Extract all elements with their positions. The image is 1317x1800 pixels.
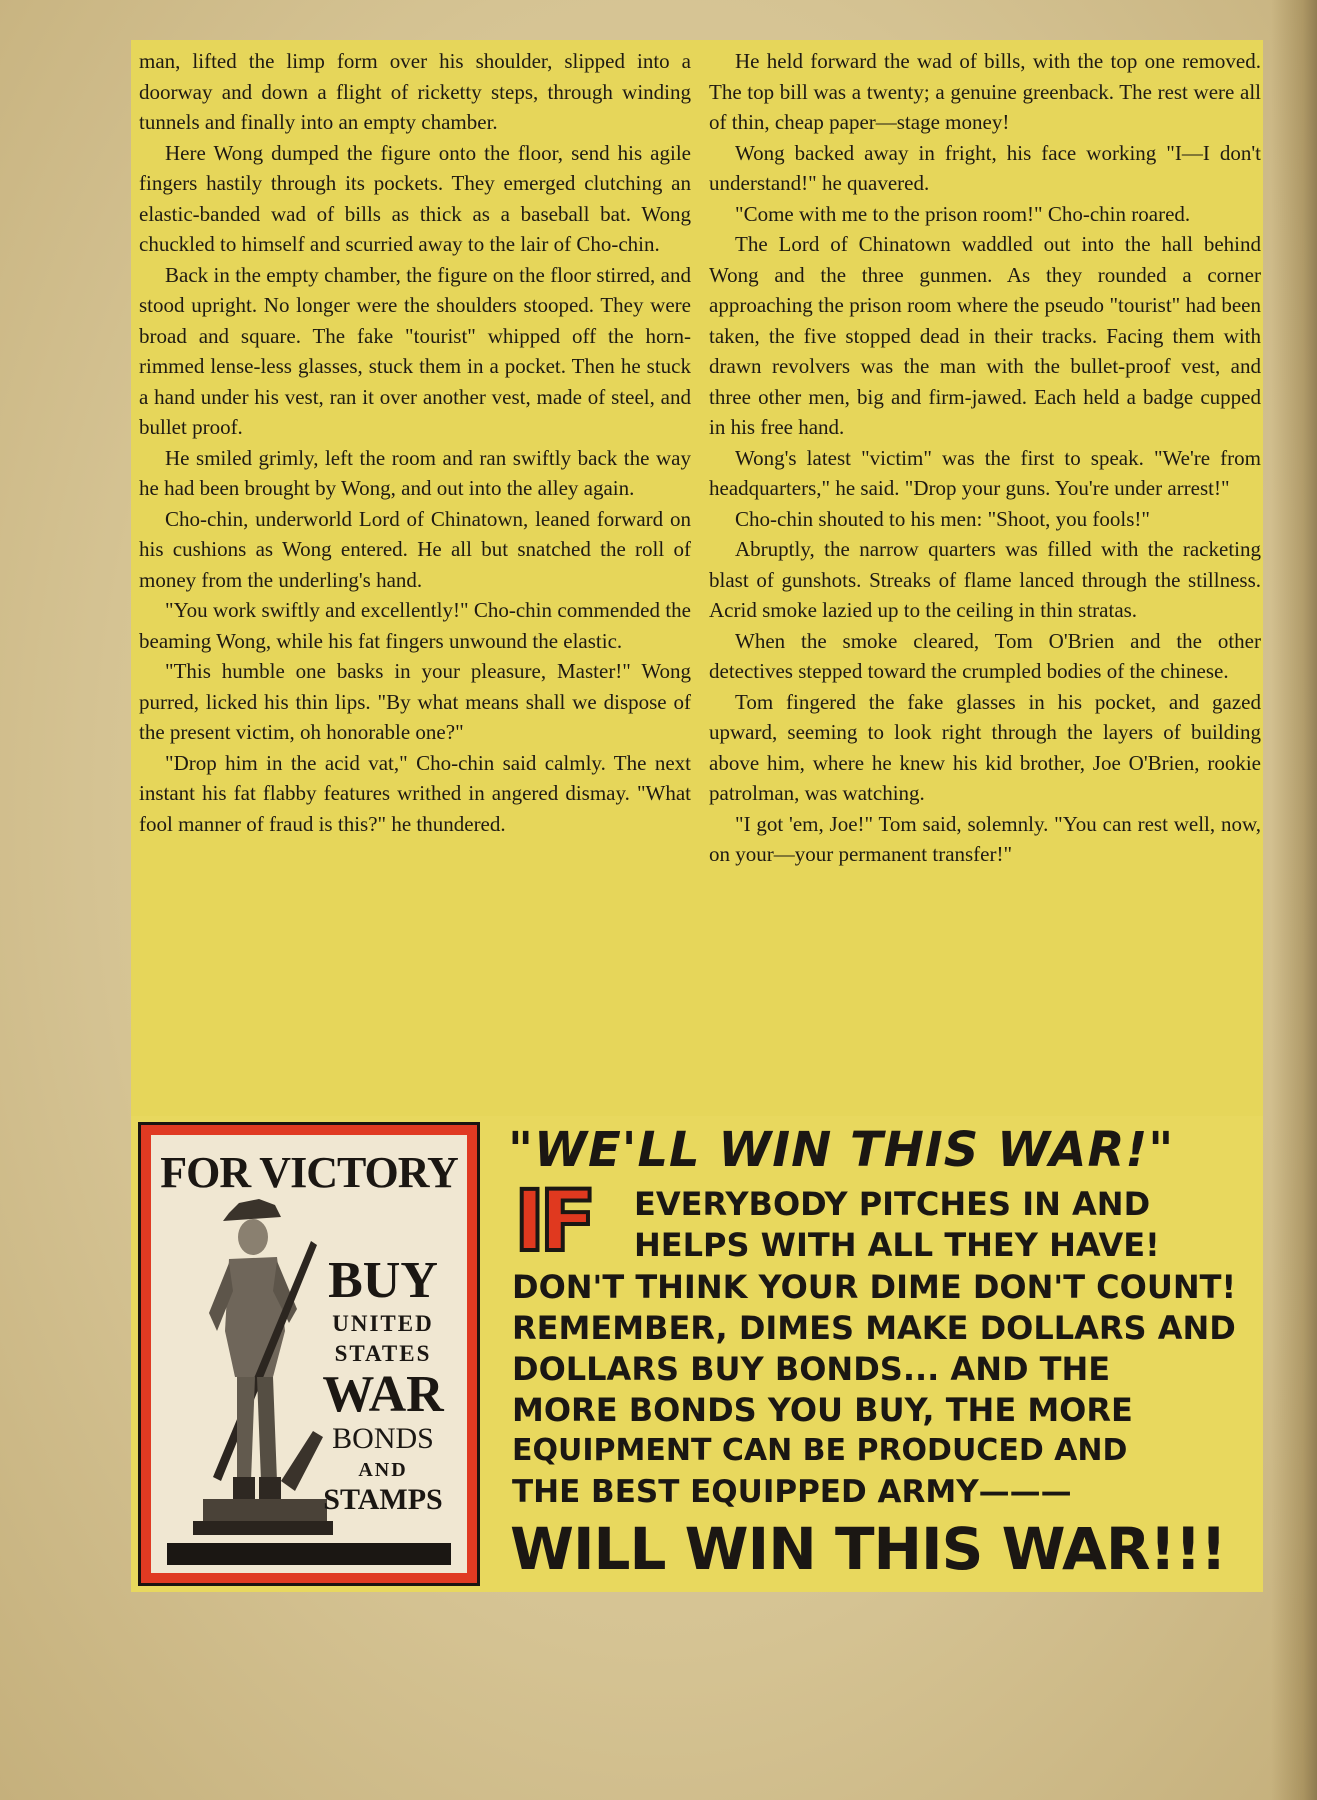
slogan-headline: "WE'LL WIN THIS WAR!" <box>508 1122 1175 1178</box>
slogan-closing-line: WILL WIN THIS WAR!!! <box>510 1515 1226 1583</box>
slogan-line: DOLLARS BUY BONDS... AND THE <box>512 1350 1111 1388</box>
slogan-line: DON'T THINK YOUR DIME DON'T COUNT! <box>512 1268 1237 1306</box>
poster-united: UNITED <box>332 1311 434 1336</box>
story-paragraph: "This humble one basks in your pleasure, Master!" Wong purred, licked his thin lips. "By what means shall we dispose of the present victim, oh honorable one?" <box>139 659 691 744</box>
poster-states: STATES <box>334 1341 432 1366</box>
poster-red-border <box>141 1125 477 1583</box>
story-paragraph: Cho-chin, underworld Lord of Chinatown, leaned forward on his cushions as Wong entered. He all but snatched the roll of money from the underling's hand. <box>139 506 691 592</box>
story-paragraph: Wong's latest "victim" was the first to speak. "We're from headquarters," he said. "Drop your guns. You're under arrest!" <box>709 445 1261 500</box>
story-paragraph: Tom fingered the fake glasses in his pocket, and gazed upward, seeming to look right through the layers of building above him, where he knew his kid brother, Joe O'Brien, rookie patrolman, was watching. <box>709 689 1261 805</box>
story-paragraph: Wong backed away in fright, his face working "I—I don't understand!" he quavered. <box>709 140 1261 195</box>
story-paragraph: Back in the empty chamber, the figure on the floor stirred, and stood upright. No longer were the shoulders stooped. They were broad and square. The fake "tourist" whipped off the horn-rimmed lense-less glasses, stuck them in a pocket. Then he stuck a hand under his vest, ran it over another vest, made of steel, and bullet proof. <box>139 262 691 439</box>
poster-stamps: STAMPS <box>323 1483 443 1516</box>
story-paragraph: Cho-chin shouted to his men: "Shoot, you fools!" <box>735 506 1150 531</box>
slogan-box <box>490 1118 1260 1588</box>
story-column-left <box>139 46 691 839</box>
slogan-line: REMEMBER, DIMES MAKE DOLLARS AND <box>512 1309 1236 1347</box>
slogan-line: EVERYBODY PITCHES IN AND <box>634 1185 1151 1223</box>
story-paragraph: He held forward the wad of bills, with the top one removed. The top bill was a twenty; a genuine greenback. The rest were all of thin, cheap paper—stage money! <box>709 49 1261 134</box>
slogan-line: MORE BONDS YOU BUY, THE MORE <box>512 1391 1133 1429</box>
poster-title: FOR VICTORY <box>160 1148 458 1197</box>
poster-war: WAR <box>322 1366 444 1423</box>
story-paragraph: "I got 'em, Joe!" Tom said, solemnly. "You can rest well, now, on your—your permanent transfer!" <box>709 811 1261 866</box>
slogan-initial: IF <box>514 1172 591 1270</box>
story-paragraph: The Lord of Chinatown waddled out into the hall behind Wong and the three gunmen. As they rounded a corner approaching the prison room where the pseudo "tourist" had been taken, the five stopped dead in their tracks. Facing them with drawn revolvers was the man with the bullet-proof vest, and three other men, big and firm-jawed. Each held a badge cupped in his free hand. <box>709 232 1261 439</box>
poster-bonds: BONDS <box>332 1422 434 1455</box>
poster-base-bar <box>167 1543 451 1565</box>
poster-buy: BUY <box>328 1252 438 1309</box>
story-paragraph: Here Wong dumped the figure onto the floor, send his agile fingers hastily through its pockets. They emerged clutching an elastic-banded wad of bills as thick as a baseball bat. Wong chuckled to himself and scurried away to the lair of Cho-chin. <box>139 140 691 256</box>
story-paragraph: He smiled grimly, left the room and ran swiftly back the way he had been brought by Wong, and out into the alley again. <box>139 445 691 500</box>
story-paragraph: "You work swiftly and excellently!" Cho-chin commended the beaming Wong, while his fat fingers unwound the elastic. <box>139 598 691 653</box>
poster-and: AND <box>358 1459 408 1481</box>
spine-shadow <box>1271 0 1317 1800</box>
war-bonds-poster <box>138 1122 480 1586</box>
story-paragraph: "Drop him in the acid vat," Cho-chin said calmly. The next instant his fat flabby features writhed in angered dismay. "What fool manner of fraud is this?" he thundered. <box>139 750 691 836</box>
poster-panel <box>151 1135 467 1573</box>
story-paragraph: When the smoke cleared, Tom O'Brien and the other detectives stepped toward the crumpled bodies of the chinese. <box>709 628 1261 683</box>
slogan-line: HELPS WITH ALL THEY HAVE! <box>634 1226 1160 1264</box>
poster-words <box>303 1253 463 1517</box>
story-paragraph: man, lifted the limp form over his shoulder, slipped into a doorway and down a flight of ricketty steps, through winding tunnels and finally into an empty chamber. <box>139 49 691 134</box>
story-paragraph: Abruptly, the narrow quarters was filled with the racketing blast of gunshots. Streaks of flame lanced through the stillness. Acrid smoke lazied up to the ceiling in thin stratas. <box>709 537 1261 622</box>
story-paragraph: "Come with me to the prison room!" Cho-chin roared. <box>735 201 1191 226</box>
slogan-line: EQUIPMENT CAN BE PRODUCED AND <box>512 1433 1128 1468</box>
story-column-right <box>709 46 1261 870</box>
slogan-line: THE BEST EQUIPPED ARMY——— <box>512 1474 1072 1510</box>
story-text-panel <box>131 40 1263 1122</box>
